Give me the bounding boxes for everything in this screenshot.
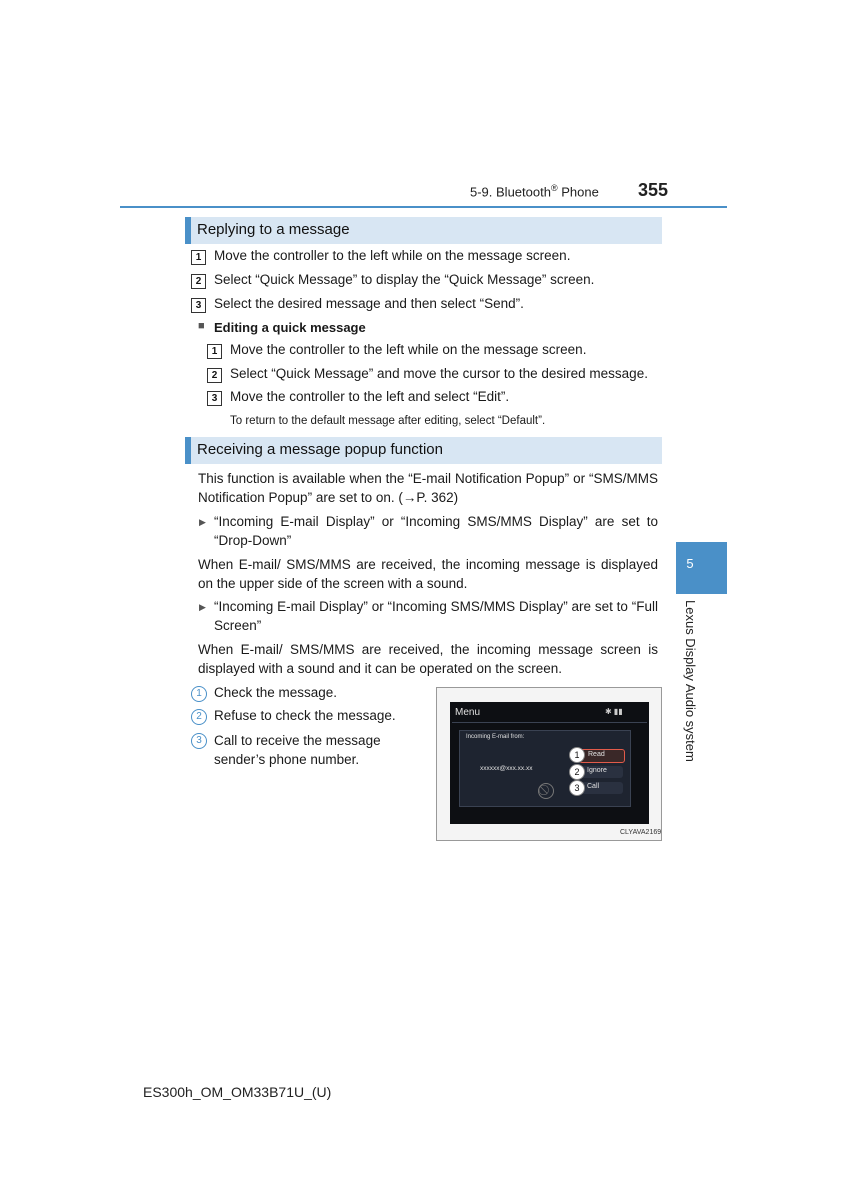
case-condition: “Incoming E-mail Display” or “Incoming SMS/MMS Display” are set to “Full Screen” — [214, 599, 658, 633]
section-heading-popup — [185, 437, 662, 464]
section-heading-text: Replying to a message — [197, 221, 350, 238]
callout-marker: 3 — [569, 780, 585, 796]
intro-paragraph: This function is available when the “E-mail Notification Popup” or “SMS/MMS Notification Popup” are set to on. (→P. 362) — [198, 471, 658, 505]
panel-title: Incoming E-mail from: — [466, 734, 525, 740]
callout-marker: 1 — [569, 747, 585, 763]
step-number: 2 — [191, 274, 206, 289]
running-header — [470, 183, 599, 199]
callout-number: 1 — [191, 686, 207, 702]
case-result: When E-mail/ SMS/MMS are received, the incoming message is displayed on the upper side of the screen with a sound. — [198, 557, 658, 591]
chapter-label: Lexus Display Audio system — [683, 600, 698, 762]
screen-menu-title: Menu — [455, 707, 481, 718]
footer-doc-code: ES300h_OM_OM33B71U_(U) — [143, 1084, 332, 1100]
subheading: Editing a quick message — [214, 320, 366, 335]
step-text: Move the controller to the left while on the message screen. — [230, 342, 587, 357]
prohibited-icon — [538, 783, 554, 799]
section-heading-text: Receiving a message popup function — [197, 441, 443, 458]
sender-address: xxxxxx@xxx.xx.xx — [480, 765, 533, 772]
registered-mark: ® — [550, 183, 558, 193]
read-button[interactable] — [579, 749, 625, 763]
step-number: 3 — [191, 298, 206, 313]
callout-text: Refuse to check the message. — [214, 708, 396, 723]
step-number: 2 — [207, 368, 222, 383]
chapter-number: 5 — [686, 556, 694, 571]
ignore-button[interactable] — [579, 766, 623, 778]
callout-number: 3 — [191, 733, 207, 749]
page-number: 355 — [638, 180, 669, 200]
triangle-bullet-icon: ▶ — [199, 517, 206, 527]
button-label: Read — [588, 751, 605, 758]
section-heading-replying — [185, 217, 662, 244]
image-code: CLYAVA2169 — [620, 829, 662, 836]
step-number: 1 — [207, 344, 222, 359]
step-text: Select the desired message and then select “Send”. — [214, 296, 524, 311]
case-condition: “Incoming E-mail Display” or “Incoming SMS/MMS Display” are set to “Drop-Down” — [214, 514, 658, 548]
step-text: Select “Quick Message” and move the cursor to the desired message. — [230, 366, 648, 381]
step-number: 3 — [207, 391, 222, 406]
screen-divider — [452, 722, 647, 723]
call-button[interactable] — [579, 782, 623, 794]
signal-icon: ✱ ▮▮ — [605, 707, 623, 716]
header-section-suffix: Phone — [557, 184, 599, 200]
callout-number: 2 — [191, 709, 207, 725]
triangle-bullet-icon: ▶ — [199, 602, 206, 612]
step-number: 1 — [191, 250, 206, 265]
button-label: Ignore — [587, 767, 607, 774]
step-text: Move the controller to the left and select “Edit”. — [230, 389, 510, 404]
case-result: When E-mail/ SMS/MMS are received, the incoming message screen is displayed with a sound and it can be operated on the screen. — [198, 642, 658, 676]
header-divider — [120, 206, 727, 208]
callout-marker: 2 — [569, 764, 585, 780]
callout-text: Check the message. — [214, 685, 338, 700]
callout-text: Call to receive the message sender’s phone number. — [214, 733, 381, 767]
button-label: Call — [587, 783, 600, 790]
square-bullet-icon: ■ — [198, 320, 205, 332]
note-text: To return to the default message after editing, select “Default”. — [230, 415, 546, 427]
header-section: 5-9. Bluetooth — [470, 184, 551, 200]
step-text: Move the controller to the left while on the message screen. — [214, 248, 571, 263]
step-text: Select “Quick Message” to display the “Quick Message” screen. — [214, 272, 595, 287]
